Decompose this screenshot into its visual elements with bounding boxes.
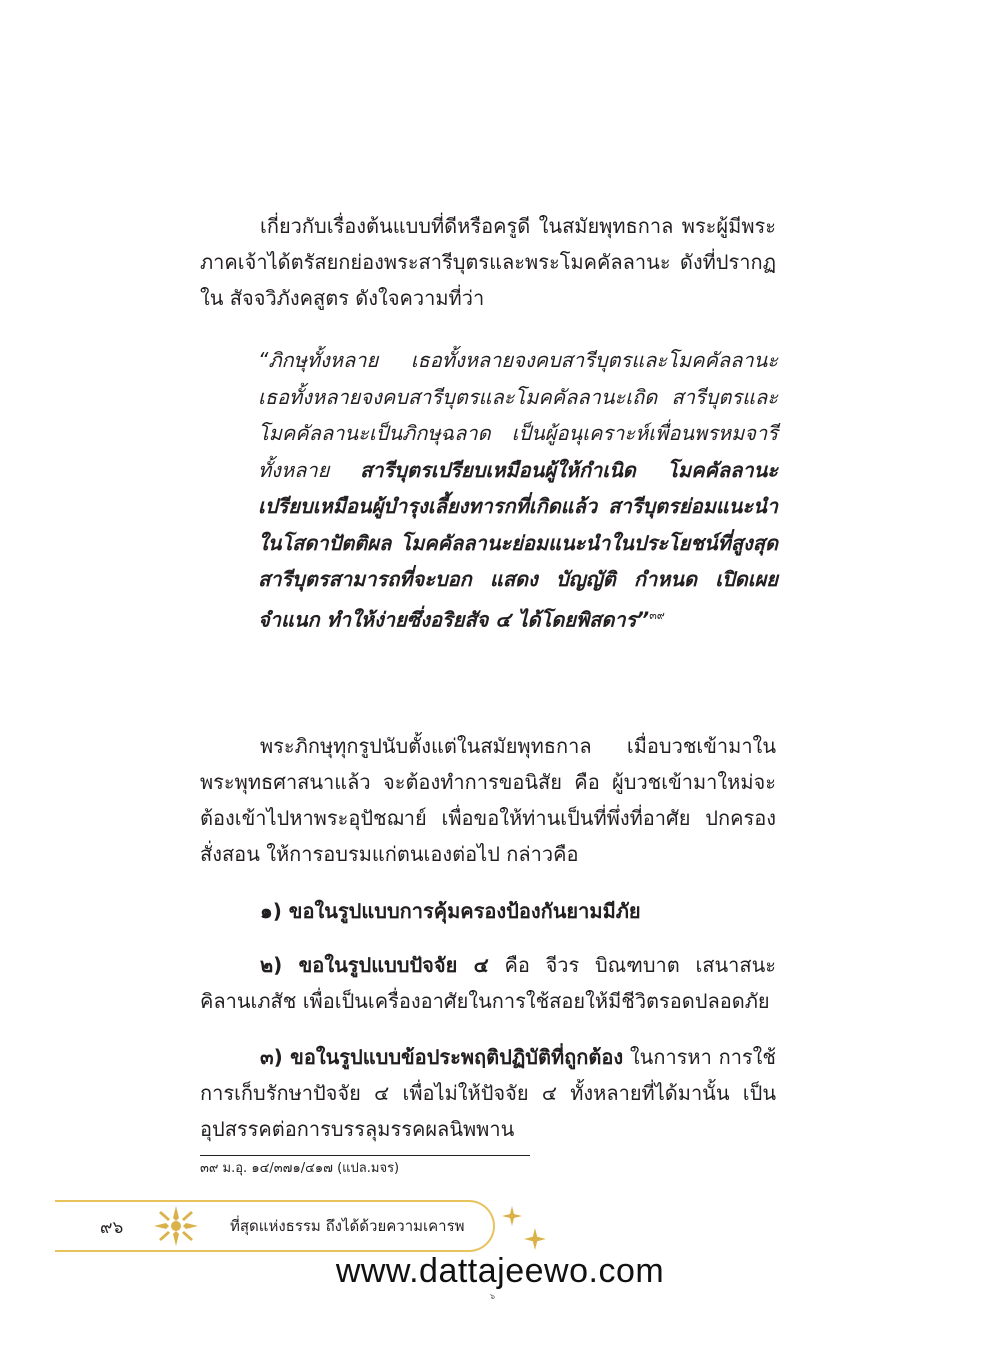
website-watermark: www.dattajeewo.com — [335, 1252, 665, 1290]
nissaya-paragraph: พระภิกษุทุกรูปนับตั้งแต่ในสมัยพุทธกาล เมื่อบวชเข้ามาในพระพุทธศาสนาแล้ว จะต้องทำการขอนิสัย คือ ผู้บวชเข้ามาใหม่จะต้องเข้าไปหาพระอุปัชฌาย์ เพื่อขอให้ท่านเป็นที่พึ่งที่อาศัย ปกครอง สั่งสอน ให้การอบรมแก่ตนเองต่อไป กล่าวคือ — [200, 734, 776, 866]
sparkle-ornament-icon — [524, 1228, 546, 1250]
page-number: ๙๖ — [100, 1218, 124, 1238]
list-item-1 — [200, 893, 776, 929]
book-title: ที่สุดแห่งธรรม ถึงได้ด้วยความเคารพ — [230, 1217, 465, 1235]
intro-paragraph: เกี่ยวกับเรื่องต้นแบบที่ดีหรือครูดี ในสมัยพุทธกาล พระผู้มีพระภาคเจ้าได้ตรัสยกย่องพระสารีบุตรและพระโมคคัลลานะ ดังที่ปรากฏใน สัจจวิภังคสูตร ดังใจความที่ว่า — [200, 214, 776, 310]
list-item-2 — [200, 947, 776, 1019]
flower-ornament-icon — [152, 1204, 200, 1248]
list-item-text: คือ จีวร บิณฑบาต เสนาสนะ คิลานเภสัช เพื่อเป็นเครื่องอาศัยในการใช้สอยให้มีชีวิตรอดปลอดภัย — [200, 953, 777, 1013]
quote-plain-text: “ภิกษุทั้งหลาย เธอทั้งหลายจงคบสารีบุตรและโมคคัลลานะ เธอทั้งหลายจงคบสารีบุตรและโมคคัลลานะเถิด สารีบุตรและโมคคัลลานะเป็นภิกษุฉลาด เป็นผู้อนุเคราะห์เพื่อนพรหมจารีทั้งหลาย — [258, 348, 778, 482]
list-item-lead: ๒) ขอในรูปแบบปัจจัย ๔ — [260, 953, 489, 977]
scripture-quote — [258, 342, 778, 638]
sparkle-ornament-icon — [502, 1206, 522, 1226]
list-item-lead: ๑) ขอในรูปแบบการคุ้มครองป้องกันยามมีภัย — [260, 899, 641, 923]
footnote-divider — [200, 1155, 530, 1156]
footnote: ๓๙ ม.อุ. ๑๔/๓๗๑/๔๑๗ (แปล.มจร) — [200, 1161, 400, 1176]
footnote-ref: ๓๙ — [649, 608, 665, 622]
list-item-text: ในการหา การใช้ การเก็บรักษาปัจจัย ๔ เพื่อไม่ให้ปัจจัย ๔ ทั้งหลายที่ได้มานั้น เป็นอุปสรรคต่อการบรรลุมรรคผลนิพพาน — [200, 1045, 777, 1141]
tiny-page-mark: ๖ — [490, 1292, 496, 1301]
quote-bold-text: สารีบุตรเปรียบเหมือนผู้ให้กำเนิด โมคคัลลานะเปรียบเหมือนผู้บำรุงเลี้ยงทารกที่เกิดแล้ว สารีบุตรย่อมแนะนำในโสดาปัตติผล โมคคัลลานะย่อมแนะนำในประโยชน์ที่สูงสุด สารีบุตรสามารถที่จะบอก แสดง บัญญัติ กำหนด เปิดเผย จำแนก ทำให้ง่ายซึ่งอริยสัจ ๔ ได้โดยพิสดาร” — [258, 457, 778, 632]
list-item-lead: ๓) ขอในรูปแบบข้อประพฤติปฏิบัติที่ถูกต้อง — [260, 1045, 624, 1069]
list-item-3 — [200, 1039, 776, 1147]
